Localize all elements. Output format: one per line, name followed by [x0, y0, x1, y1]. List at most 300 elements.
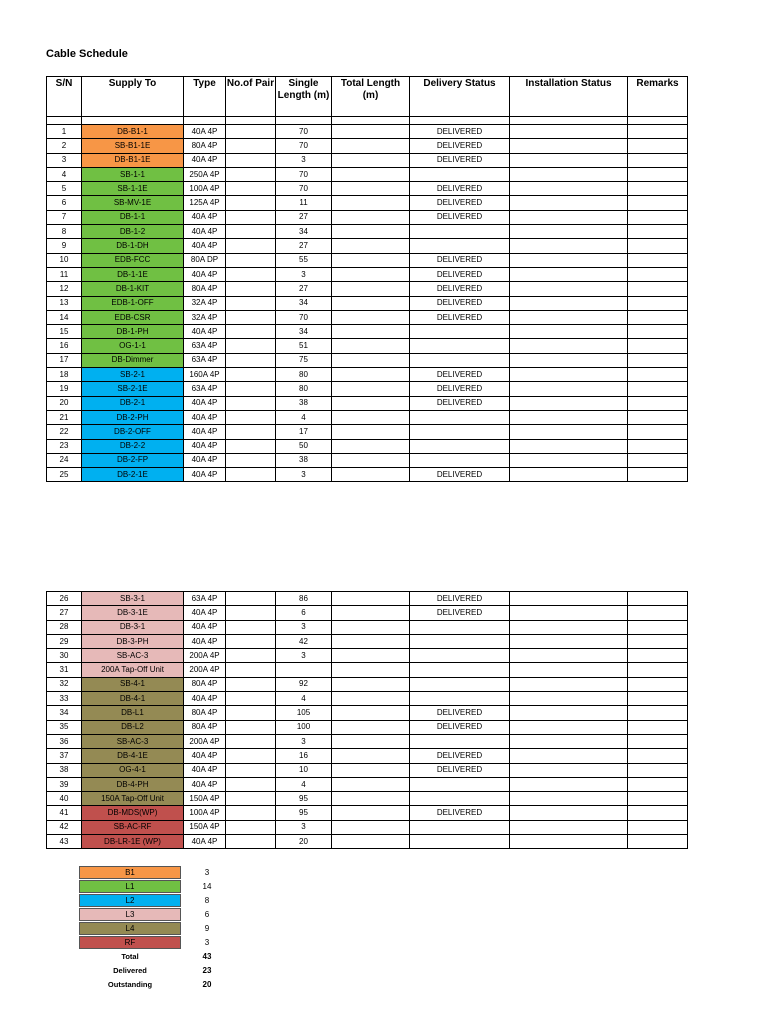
cell-type: 40A 4P [184, 620, 226, 634]
legend-color-chip: L4 [79, 922, 181, 935]
table-row [47, 453, 688, 467]
cell-supply-to: DB-4-1 [82, 692, 184, 706]
cell-delivery-status [410, 410, 510, 424]
summary-label: Outstanding [107, 979, 153, 989]
cell-remarks [628, 649, 688, 663]
summary-row [79, 977, 227, 991]
cell-type: 40A 4P [184, 749, 226, 763]
cell-total-length [332, 777, 410, 791]
cell-type: 100A 4P [184, 182, 226, 196]
cell-total-length [332, 368, 410, 382]
cell-remarks [628, 763, 688, 777]
legend-color-chip: B1 [79, 866, 181, 879]
cell-installation-status [510, 720, 628, 734]
cell-installation-status [510, 692, 628, 706]
cell-remarks [628, 239, 688, 253]
legend-row [79, 879, 227, 893]
cell-single-length: 70 [276, 167, 332, 181]
cell-no-of-pair [226, 777, 276, 791]
cell-supply-to: DB-2-2 [82, 439, 184, 453]
cell-single-length: 70 [276, 182, 332, 196]
cell-sn: 42 [47, 820, 82, 834]
legend-row [79, 893, 227, 907]
header-single-length-label: Single Length (m) [277, 78, 330, 101]
cell-no-of-pair [226, 139, 276, 153]
cell-single-length: 16 [276, 749, 332, 763]
cell-type: 63A 4P [184, 592, 226, 606]
cell-no-of-pair [226, 453, 276, 467]
cell-remarks [628, 396, 688, 410]
cell-total-length [332, 125, 410, 139]
cell-total-length [332, 806, 410, 820]
cell-type: 40A 4P [184, 692, 226, 706]
legend-count: 8 [204, 895, 210, 905]
cell-delivery-status [410, 820, 510, 834]
cell-delivery-status: DELIVERED [410, 267, 510, 281]
cell-total-length [332, 677, 410, 691]
cell-single-length: 4 [276, 692, 332, 706]
cable-schedule-table-2 [46, 591, 688, 849]
cell-no-of-pair [226, 239, 276, 253]
cell-supply-to: SB-AC-RF [82, 820, 184, 834]
cell-no-of-pair [226, 439, 276, 453]
cell-total-length [332, 634, 410, 648]
cell-total-length [332, 763, 410, 777]
legend-count: 3 [204, 867, 210, 877]
cell-supply-to: DB-3-1 [82, 620, 184, 634]
cell-installation-status [510, 339, 628, 353]
cell-installation-status [510, 453, 628, 467]
cell-remarks [628, 634, 688, 648]
cell-delivery-status: DELIVERED [410, 592, 510, 606]
table-row [47, 720, 688, 734]
cell-installation-status [510, 749, 628, 763]
summary-label: Delivered [113, 965, 147, 975]
cell-single-length: 95 [276, 792, 332, 806]
cell-supply-to: DB-1-DH [82, 239, 184, 253]
cell-supply-to: SB-AC-3 [82, 734, 184, 748]
summary-row [79, 963, 227, 977]
cell-sn: 16 [47, 339, 82, 353]
cell-remarks [628, 210, 688, 224]
cell-delivery-status [410, 677, 510, 691]
cell-no-of-pair [226, 225, 276, 239]
cell-delivery-status [410, 620, 510, 634]
cell-total-length [332, 706, 410, 720]
table-row [47, 634, 688, 648]
header-single-length [276, 77, 332, 117]
cell-total-length [332, 720, 410, 734]
cell-delivery-status: DELIVERED [410, 125, 510, 139]
cell-total-length [332, 253, 410, 267]
cell-total-length [332, 210, 410, 224]
cell-no-of-pair [226, 820, 276, 834]
table-row [47, 792, 688, 806]
cell-installation-status [510, 835, 628, 849]
cell-no-of-pair [226, 210, 276, 224]
cell-supply-to: DB-B1-1 [82, 125, 184, 139]
cell-type: 40A 4P [184, 153, 226, 167]
legend-row [79, 907, 227, 921]
cell-delivery-status [410, 439, 510, 453]
summary-label: Total [121, 951, 139, 961]
cell-sn: 41 [47, 806, 82, 820]
cell-single-length: 50 [276, 439, 332, 453]
cell-delivery-status [410, 239, 510, 253]
cell-single-length: 6 [276, 606, 332, 620]
cell-supply-to: DB-MDS(WP) [82, 806, 184, 820]
table-row [47, 806, 688, 820]
cell-single-length: 4 [276, 410, 332, 424]
cell-single-length: 92 [276, 677, 332, 691]
cell-remarks [628, 167, 688, 181]
cell-remarks [628, 425, 688, 439]
table-row [47, 734, 688, 748]
legend-color-chip: L1 [79, 880, 181, 893]
cell-installation-status [510, 139, 628, 153]
cell-sn: 18 [47, 368, 82, 382]
cell-type: 40A 4P [184, 410, 226, 424]
table-row [47, 196, 688, 210]
cell-no-of-pair [226, 325, 276, 339]
cell-sn: 8 [47, 225, 82, 239]
cell-remarks [628, 353, 688, 367]
table-row [47, 396, 688, 410]
cell-no-of-pair [226, 734, 276, 748]
cell-installation-status [510, 806, 628, 820]
cell-no-of-pair [226, 310, 276, 324]
cell-remarks [628, 663, 688, 677]
summary-count: 20 [202, 979, 212, 989]
cell-sn: 12 [47, 282, 82, 296]
cell-total-length [332, 620, 410, 634]
cell-single-length: 10 [276, 763, 332, 777]
table-row [47, 325, 688, 339]
cell-installation-status [510, 820, 628, 834]
cell-no-of-pair [226, 282, 276, 296]
cell-sn: 22 [47, 425, 82, 439]
table-row [47, 310, 688, 324]
cell-installation-status [510, 125, 628, 139]
cell-remarks [628, 339, 688, 353]
cell-supply-to: DB-1-1 [82, 210, 184, 224]
cell-single-length: 100 [276, 720, 332, 734]
cell-sn: 36 [47, 734, 82, 748]
cell-delivery-status [410, 167, 510, 181]
cell-total-length [332, 182, 410, 196]
cell-installation-status [510, 210, 628, 224]
table-row [47, 296, 688, 310]
legend-row [79, 865, 227, 879]
cell-single-length: 11 [276, 196, 332, 210]
cell-type: 40A 4P [184, 439, 226, 453]
cell-single-length: 3 [276, 649, 332, 663]
cell-delivery-status: DELIVERED [410, 720, 510, 734]
cell-type: 80A DP [184, 253, 226, 267]
cell-sn: 15 [47, 325, 82, 339]
cell-delivery-status: DELIVERED [410, 310, 510, 324]
cell-no-of-pair [226, 792, 276, 806]
cell-no-of-pair [226, 396, 276, 410]
cell-single-length [276, 663, 332, 677]
cell-delivery-status: DELIVERED [410, 396, 510, 410]
cell-sn: 34 [47, 706, 82, 720]
cell-total-length [332, 425, 410, 439]
cell-supply-to: DB-1-1E [82, 267, 184, 281]
cell-single-length: 80 [276, 382, 332, 396]
cell-delivery-status: DELIVERED [410, 153, 510, 167]
cell-single-length: 27 [276, 282, 332, 296]
legend-row [79, 935, 227, 949]
cell-installation-status [510, 468, 628, 482]
cell-single-length: 38 [276, 453, 332, 467]
cell-remarks [628, 835, 688, 849]
cell-no-of-pair [226, 253, 276, 267]
cell-single-length: 105 [276, 706, 332, 720]
cell-single-length: 95 [276, 806, 332, 820]
cell-sn: 30 [47, 649, 82, 663]
cell-total-length [332, 820, 410, 834]
cell-installation-status [510, 734, 628, 748]
summary-count: 43 [202, 951, 212, 961]
table-row [47, 592, 688, 606]
cell-sn: 32 [47, 677, 82, 691]
cell-delivery-status [410, 692, 510, 706]
cell-sn: 40 [47, 792, 82, 806]
cell-delivery-status [410, 225, 510, 239]
cell-delivery-status [410, 835, 510, 849]
header-delivery-status: Delivery Status [410, 77, 510, 117]
header-remarks: Remarks [628, 77, 688, 117]
cell-sn: 5 [47, 182, 82, 196]
legend-count: 3 [204, 937, 210, 947]
table-row [47, 749, 688, 763]
cell-type: 32A 4P [184, 296, 226, 310]
cell-remarks [628, 325, 688, 339]
cell-single-length: 3 [276, 468, 332, 482]
cell-installation-status [510, 592, 628, 606]
cell-sn: 23 [47, 439, 82, 453]
cell-remarks [628, 410, 688, 424]
cell-delivery-status: DELIVERED [410, 468, 510, 482]
cell-supply-to: DB-2-FP [82, 453, 184, 467]
header-type: Type [184, 77, 226, 117]
cell-total-length [332, 792, 410, 806]
cell-supply-to: OG-4-1 [82, 763, 184, 777]
cell-installation-status [510, 677, 628, 691]
cell-installation-status [510, 634, 628, 648]
cell-sn: 17 [47, 353, 82, 367]
cell-supply-to: DB-3-PH [82, 634, 184, 648]
cell-single-length: 20 [276, 835, 332, 849]
cell-no-of-pair [226, 806, 276, 820]
header-total-length-label: Total Length (m) [340, 78, 401, 101]
cell-delivery-status [410, 453, 510, 467]
cell-type: 250A 4P [184, 167, 226, 181]
cell-single-length: 80 [276, 368, 332, 382]
cell-no-of-pair [226, 606, 276, 620]
cell-no-of-pair [226, 296, 276, 310]
table-row [47, 139, 688, 153]
cell-type: 80A 4P [184, 706, 226, 720]
table-row [47, 253, 688, 267]
table-row [47, 353, 688, 367]
cell-supply-to: OG-1-1 [82, 339, 184, 353]
cell-supply-to: 150A Tap-Off Unit [82, 792, 184, 806]
cell-no-of-pair [226, 382, 276, 396]
cell-installation-status [510, 325, 628, 339]
cell-supply-to: SB-2-1E [82, 382, 184, 396]
cell-sn: 31 [47, 663, 82, 677]
cell-type: 40A 4P [184, 225, 226, 239]
cell-delivery-status [410, 339, 510, 353]
legend-count: 14 [202, 881, 212, 891]
cell-delivery-status: DELIVERED [410, 606, 510, 620]
cell-supply-to: DB-4-1E [82, 749, 184, 763]
cell-single-length: 55 [276, 253, 332, 267]
cell-sn: 39 [47, 777, 82, 791]
cell-no-of-pair [226, 835, 276, 849]
table-row [47, 153, 688, 167]
cell-sn: 13 [47, 296, 82, 310]
cell-remarks [628, 592, 688, 606]
table-row [47, 210, 688, 224]
cell-no-of-pair [226, 153, 276, 167]
header-installation-status: Installation Status [510, 77, 628, 117]
cell-total-length [332, 734, 410, 748]
table-row [47, 225, 688, 239]
cell-remarks [628, 139, 688, 153]
cell-total-length [332, 310, 410, 324]
cell-supply-to: DB-LR-1E (WP) [82, 835, 184, 849]
cell-total-length [332, 267, 410, 281]
cell-total-length [332, 325, 410, 339]
cell-no-of-pair [226, 763, 276, 777]
cell-sn: 1 [47, 125, 82, 139]
cell-installation-status [510, 382, 628, 396]
cell-no-of-pair [226, 196, 276, 210]
cell-supply-to: EDB-FCC [82, 253, 184, 267]
cell-sn: 37 [47, 749, 82, 763]
table-row [47, 339, 688, 353]
cell-no-of-pair [226, 339, 276, 353]
cell-sn: 27 [47, 606, 82, 620]
legend-count: 6 [204, 909, 210, 919]
cell-remarks [628, 468, 688, 482]
cell-single-length: 42 [276, 634, 332, 648]
header-supply-to: Supply To [82, 77, 184, 117]
cell-no-of-pair [226, 267, 276, 281]
cell-installation-status [510, 606, 628, 620]
table-row [47, 182, 688, 196]
cell-delivery-status [410, 792, 510, 806]
cell-supply-to: DB-2-1E [82, 468, 184, 482]
cell-delivery-status: DELIVERED [410, 296, 510, 310]
cell-sn: 24 [47, 453, 82, 467]
cell-single-length: 70 [276, 310, 332, 324]
cell-single-length: 3 [276, 734, 332, 748]
cell-supply-to: SB-2-1 [82, 368, 184, 382]
table-row [47, 368, 688, 382]
cell-single-length: 86 [276, 592, 332, 606]
cell-type: 40A 4P [184, 453, 226, 467]
cell-sn: 25 [47, 468, 82, 482]
cell-installation-status [510, 353, 628, 367]
header-total-length [332, 77, 410, 117]
cell-type: 40A 4P [184, 763, 226, 777]
cell-single-length: 70 [276, 125, 332, 139]
legend-count: 9 [204, 923, 210, 933]
cell-no-of-pair [226, 749, 276, 763]
cell-type: 40A 4P [184, 425, 226, 439]
cell-supply-to: DB-L2 [82, 720, 184, 734]
table-2-body [47, 592, 688, 849]
cell-no-of-pair [226, 720, 276, 734]
cell-installation-status [510, 267, 628, 281]
cell-no-of-pair [226, 167, 276, 181]
cell-supply-to: SB-1-1E [82, 182, 184, 196]
cell-supply-to: SB-1-1 [82, 167, 184, 181]
cell-delivery-status: DELIVERED [410, 706, 510, 720]
header-sn: S/N [47, 77, 82, 117]
cell-no-of-pair [226, 425, 276, 439]
table-row [47, 439, 688, 453]
legend-color-chip: RF [79, 936, 181, 949]
cell-type: 40A 4P [184, 468, 226, 482]
cell-single-length: 27 [276, 210, 332, 224]
cell-total-length [332, 282, 410, 296]
cell-sn: 29 [47, 634, 82, 648]
cell-total-length [332, 663, 410, 677]
cell-single-length: 27 [276, 239, 332, 253]
cell-installation-status [510, 225, 628, 239]
cell-remarks [628, 692, 688, 706]
cell-single-length: 34 [276, 296, 332, 310]
cell-delivery-status [410, 425, 510, 439]
cell-total-length [332, 239, 410, 253]
cell-sn: 26 [47, 592, 82, 606]
cell-single-length: 34 [276, 325, 332, 339]
cell-single-length: 3 [276, 620, 332, 634]
cell-delivery-status: DELIVERED [410, 749, 510, 763]
cell-delivery-status: DELIVERED [410, 806, 510, 820]
cell-installation-status [510, 282, 628, 296]
cell-installation-status [510, 396, 628, 410]
cell-total-length [332, 410, 410, 424]
cell-type: 150A 4P [184, 820, 226, 834]
cell-delivery-status: DELIVERED [410, 182, 510, 196]
cell-no-of-pair [226, 649, 276, 663]
cell-installation-status [510, 777, 628, 791]
cell-remarks [628, 196, 688, 210]
cell-supply-to: DB-1-PH [82, 325, 184, 339]
cell-installation-status [510, 368, 628, 382]
cell-total-length [332, 167, 410, 181]
cell-type: 63A 4P [184, 339, 226, 353]
cell-installation-status [510, 253, 628, 267]
cell-single-length: 75 [276, 353, 332, 367]
cell-sn: 2 [47, 139, 82, 153]
table-row [47, 167, 688, 181]
cell-sn: 4 [47, 167, 82, 181]
table-row [47, 267, 688, 281]
cell-sn: 21 [47, 410, 82, 424]
table-row [47, 620, 688, 634]
cell-remarks [628, 677, 688, 691]
cell-delivery-status [410, 353, 510, 367]
cell-single-length: 3 [276, 153, 332, 167]
table-row [47, 677, 688, 691]
